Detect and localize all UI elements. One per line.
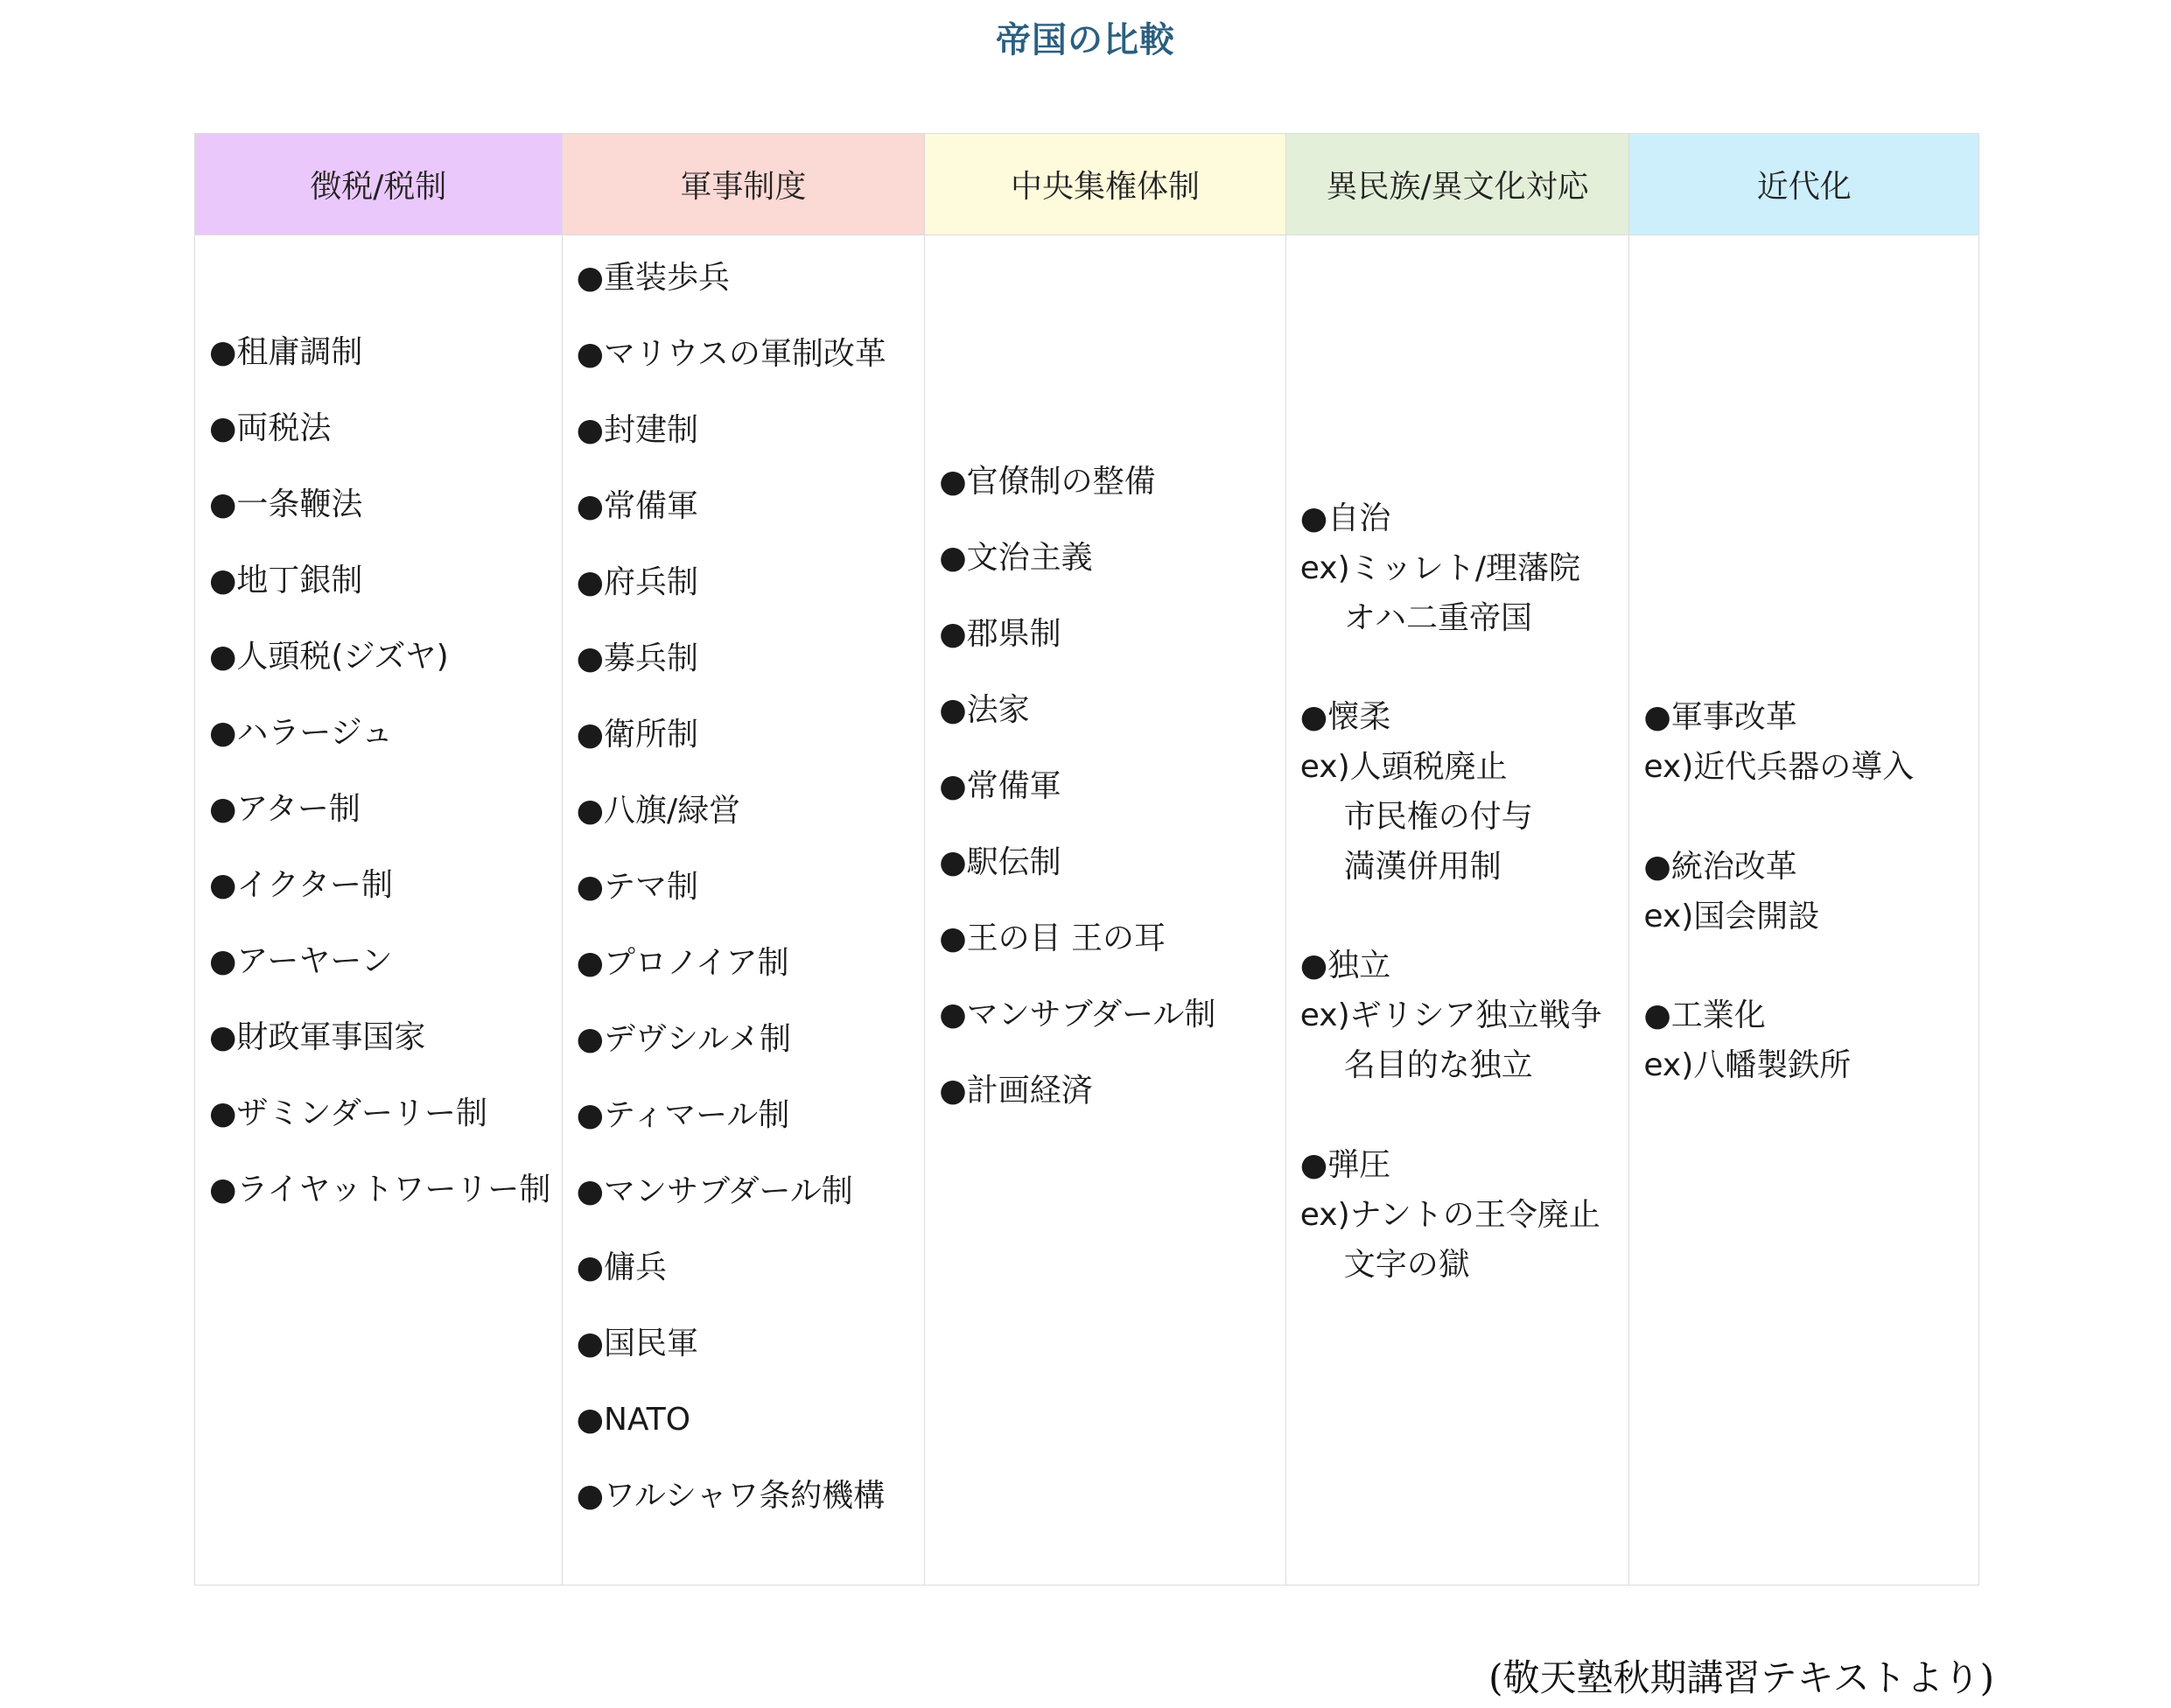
group-appeasement (1300, 692, 1626, 892)
list-item: ●駅伝制 (939, 844, 1061, 880)
page-title: 帝国の比較 (996, 19, 1175, 60)
group-military-reform (1643, 692, 1975, 792)
body-military (563, 235, 925, 1585)
list-item: ●デヴシルメ制 (576, 1021, 792, 1057)
list-military (577, 240, 921, 1534)
list-item: ●両税法 (209, 410, 332, 446)
group-line: 市民権の付与 (1343, 799, 1533, 835)
group-line: ex)ナントの王令廃止 (1299, 1197, 1600, 1233)
list-item: ●マリウスの軍制改革 (576, 336, 886, 372)
group-line: 満漢併用制 (1343, 849, 1502, 885)
group-line: ex)国会開設 (1643, 899, 1820, 934)
list-item: ●王の目 王の耳 (939, 920, 1166, 956)
group-title: ●独立 (1299, 948, 1391, 984)
list-centralization (939, 444, 1282, 1129)
list-item: ●テマ制 (576, 869, 699, 905)
list-item: ●イクター制 (209, 867, 393, 903)
group-line: ex)人頭税廃止 (1299, 749, 1508, 785)
source-note: (敬天塾秋期講習テキストより) (1488, 1656, 1994, 1699)
group-title: ●統治改革 (1643, 849, 1797, 885)
list-item: ●アター制 (209, 791, 361, 827)
list-item: ●ライヤットワーリー制 (209, 1172, 551, 1208)
group-line: ex)ギリシア独立戦争 (1299, 998, 1602, 1033)
group-line: 名目的な独立 (1343, 1047, 1533, 1083)
list-item: ●一条鞭法 (209, 486, 363, 522)
column-taxation (195, 134, 563, 1585)
list-item: ●計画経済 (939, 1073, 1093, 1109)
list-item: ●ザミンダーリー制 (209, 1096, 487, 1131)
list-item: ●郡県制 (939, 616, 1061, 652)
list-item: ●法家 (939, 692, 1030, 728)
list-item: ●マンサブダール制 (939, 997, 1216, 1032)
body-modernization (1629, 235, 1978, 1585)
group-line: オハ二重帝国 (1343, 600, 1533, 636)
list-item: ●八旗/緑営 (576, 793, 741, 829)
list-item: ●傭兵 (576, 1250, 668, 1285)
list-item: ●プロノイア制 (576, 945, 789, 981)
group-title: ●工業化 (1643, 998, 1766, 1033)
group-governance-reform (1643, 842, 1975, 942)
group-autonomy (1300, 494, 1626, 643)
list-item: ●封建制 (576, 412, 699, 448)
list-item: ●ハラージュ (209, 715, 393, 751)
group-line: ex)八幡製鉄所 (1643, 1047, 1852, 1083)
list-item: ●NATO (576, 1402, 691, 1438)
list-item: ●衛所制 (576, 717, 699, 752)
list-item: ●常備軍 (576, 488, 699, 524)
list-item: ●募兵制 (576, 640, 699, 676)
group-title: ●弾圧 (1299, 1147, 1391, 1183)
list-item: ●マンサブダール制 (576, 1173, 853, 1209)
body-foreign-policy (1286, 235, 1629, 1585)
list-item: ●文治主義 (939, 540, 1093, 576)
group-line: ex)近代兵器の導入 (1643, 749, 1915, 785)
group-industrialization (1643, 990, 1975, 1090)
group-title: ●軍事改革 (1643, 699, 1797, 735)
list-item: ●地丁銀制 (209, 563, 363, 598)
list-item: ●租庸調制 (209, 334, 363, 370)
header-taxation: 徴税/税制 (195, 134, 562, 235)
list-item: ●アーヤーン (209, 943, 393, 979)
body-taxation (195, 235, 562, 1585)
list-item: ●国民軍 (576, 1326, 699, 1362)
header-modernization: 近代化 (1629, 134, 1978, 235)
list-item: ●ティマール制 (576, 1097, 790, 1133)
body-centralization (925, 235, 1285, 1585)
group-independence (1300, 941, 1626, 1090)
group-line: ex)ミッレト/理藩院 (1299, 550, 1581, 586)
list-item: ●官僚制の整備 (939, 464, 1156, 500)
list-taxation (209, 314, 558, 1228)
list-item: ●府兵制 (576, 564, 699, 600)
comparison-table (194, 133, 1979, 1586)
list-item: ●ワルシャワ条約機構 (576, 1478, 886, 1514)
header-foreign-policy: 異民族/異文化対応 (1286, 134, 1629, 235)
group-suppression (1300, 1140, 1626, 1290)
group-line: 文字の獄 (1343, 1247, 1470, 1283)
list-item: ●人頭税(ジズヤ) (209, 639, 449, 675)
list-item: ●重装歩兵 (576, 260, 731, 296)
column-foreign-policy (1286, 134, 1630, 1585)
header-centralization: 中央集権体制 (925, 134, 1285, 235)
column-modernization (1629, 134, 1978, 1585)
group-title: ●自治 (1299, 500, 1391, 536)
list-item: ●財政軍事国家 (209, 1019, 426, 1055)
column-military (563, 134, 926, 1585)
list-item: ●常備軍 (939, 768, 1061, 804)
column-centralization (925, 134, 1286, 1585)
header-military: 軍事制度 (563, 134, 925, 235)
group-title: ●懐柔 (1299, 699, 1391, 735)
